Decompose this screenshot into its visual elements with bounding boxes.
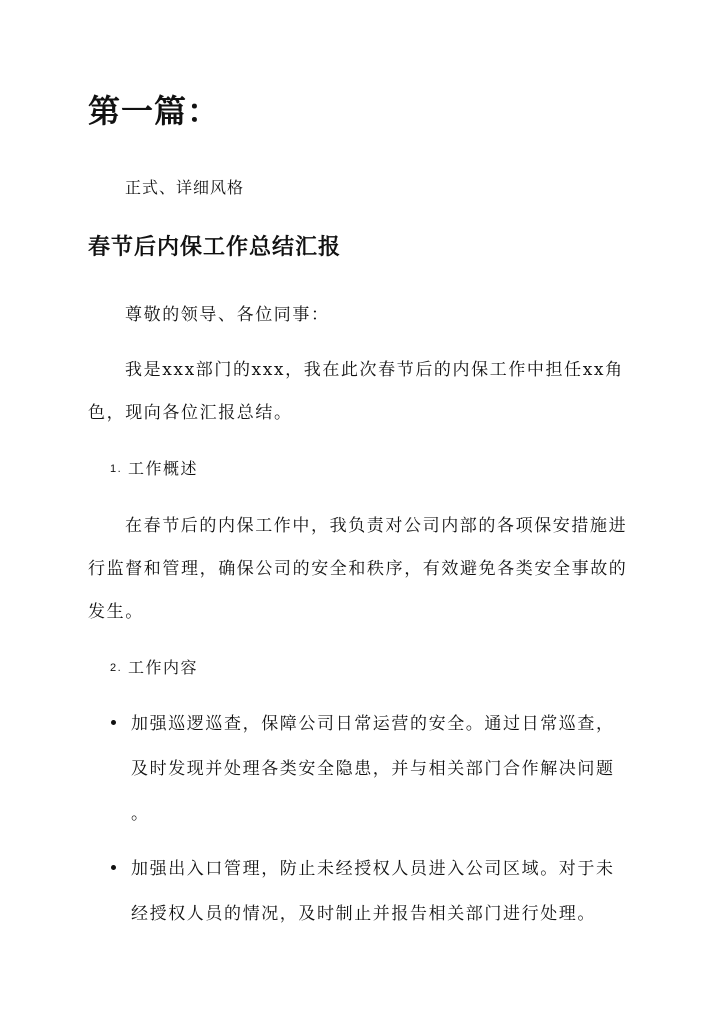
style-note: 正式、详细风格 [125, 178, 245, 197]
section-1-heading [110, 456, 198, 479]
section-2-heading-text: 工作内容 [128, 658, 199, 677]
bullet-2-line-2: 经授权人员的情况，及时制止并报告相关部门进行处理。 [131, 904, 596, 924]
section-1-line-2: 行监督和管理，确保公司的安全和秩序，有效避免各类安全事故的 [88, 559, 628, 579]
document-title: 春节后内保工作总结汇报 [88, 234, 342, 260]
intro-line-1: 我是xxx部门的xxx，我在此次春节后的内保工作中担任xx角 [125, 360, 624, 380]
bullet-dot [111, 865, 116, 870]
section-1-line-3: 发生。 [88, 602, 144, 622]
section-1-heading-text: 工作概述 [128, 459, 199, 478]
section-1-number: 1. [110, 463, 123, 475]
bullet-1-line-1: 加强巡逻巡查，保障公司日常运营的安全。通过日常巡查， [131, 714, 615, 734]
bullet-1-line-3: 。 [131, 804, 150, 824]
salutation: 尊敬的领导、各位同事： [125, 305, 330, 325]
bullet-1-line-2: 及时发现并处理各类安全隐患，并与相关部门合作解决问题 [131, 759, 615, 779]
bullet-2-line-1: 加强出入口管理，防止未经授权人员进入公司区域。对于未 [131, 859, 615, 879]
intro-line-2: 色，现向各位汇报总结。 [88, 403, 293, 423]
section-2-number: 2. [110, 662, 123, 674]
section-2-heading [110, 655, 198, 678]
bullet-dot [111, 720, 116, 725]
part-title: 第一篇： [88, 92, 221, 130]
section-1-line-1: 在春节后的内保工作中，我负责对公司内部的各项保安措施进 [125, 516, 628, 536]
